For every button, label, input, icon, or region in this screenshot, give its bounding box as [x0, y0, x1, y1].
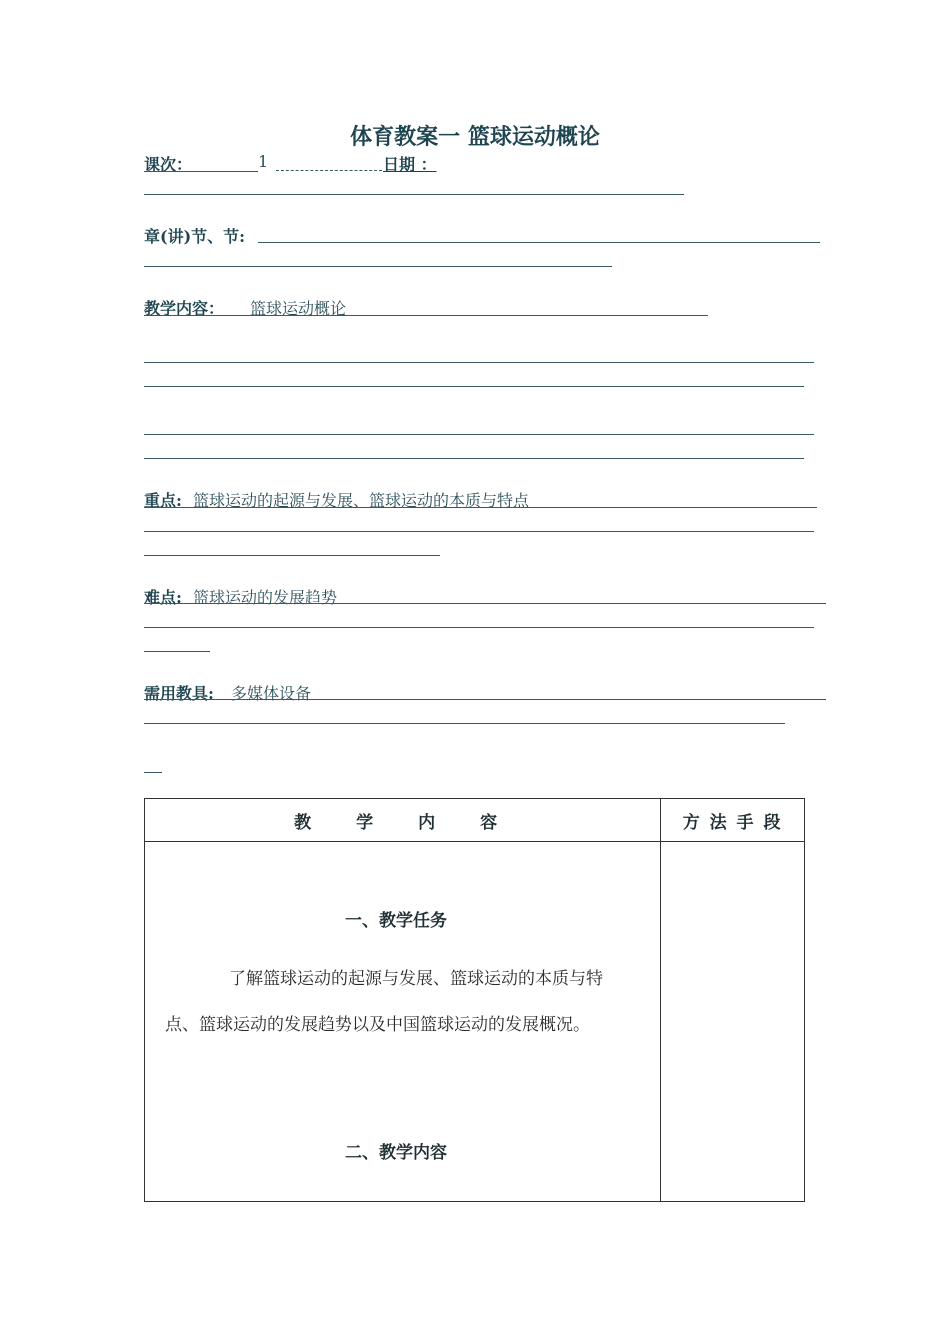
section-heading-tasks: 一、教学任务	[345, 911, 447, 931]
table-body-row	[145, 842, 805, 1202]
key-label: 重点:	[144, 491, 182, 510]
method-cell	[661, 842, 805, 1202]
equipment-underline-3	[144, 772, 162, 773]
chapter-label: 章(讲)节、节:	[144, 227, 246, 246]
table-header-row	[145, 799, 805, 842]
difficulty-label: 难点:	[144, 588, 182, 607]
difficulty-underline-3	[144, 651, 210, 652]
difficulty-underline-2	[144, 627, 814, 628]
column-header-content: 教 学 内 容	[294, 812, 512, 833]
blank-line-3	[144, 434, 814, 435]
key-underline-1	[144, 507, 817, 508]
content-cell	[145, 842, 661, 1202]
equipment-label: 需用教具:	[144, 684, 214, 703]
lesson-value: 1	[258, 152, 269, 171]
column-header-method: 方 法 手 段	[682, 812, 783, 833]
blank-line-4	[144, 458, 804, 459]
key-value: 篮球运动的起源与发展、篮球运动的本质与特点	[193, 491, 530, 510]
key-underline-3	[144, 555, 440, 556]
content-underline	[144, 315, 708, 316]
blank-line-1	[144, 362, 814, 363]
difficulty-value: 篮球运动的发展趋势	[193, 588, 338, 607]
section-heading-content: 二、教学内容	[345, 1143, 447, 1163]
equipment-underline-2	[144, 723, 785, 724]
tasks-paragraph-line2: 点、篮球运动的发展趋势以及中国篮球运动的发展概况。	[165, 1015, 590, 1035]
lesson-underline-1	[144, 171, 258, 172]
key-underline-2	[144, 531, 814, 532]
content-label: 教学内容：	[144, 299, 225, 318]
lesson-label: 课次：	[144, 155, 193, 174]
page-title: 体育教案一 篮球运动概论	[350, 124, 600, 150]
content-value: 篮球运动概论	[250, 299, 347, 318]
blank-line-2	[144, 386, 804, 387]
header-cell-method	[661, 799, 805, 842]
tasks-paragraph-line1: 了解篮球运动的起源与发展、篮球运动的本质与特	[229, 969, 603, 989]
date-label: 日期 ：	[383, 155, 437, 174]
header-cell-content	[145, 799, 661, 842]
chapter-underline-1	[258, 242, 820, 243]
date-underline	[144, 194, 684, 195]
chapter-underline-2	[144, 266, 612, 267]
difficulty-underline-1	[144, 603, 826, 604]
lesson-underline-2	[276, 170, 382, 171]
equipment-underline-1	[144, 699, 826, 700]
equipment-value: 多媒体设备	[231, 684, 312, 703]
lesson-plan-table	[144, 798, 805, 1202]
